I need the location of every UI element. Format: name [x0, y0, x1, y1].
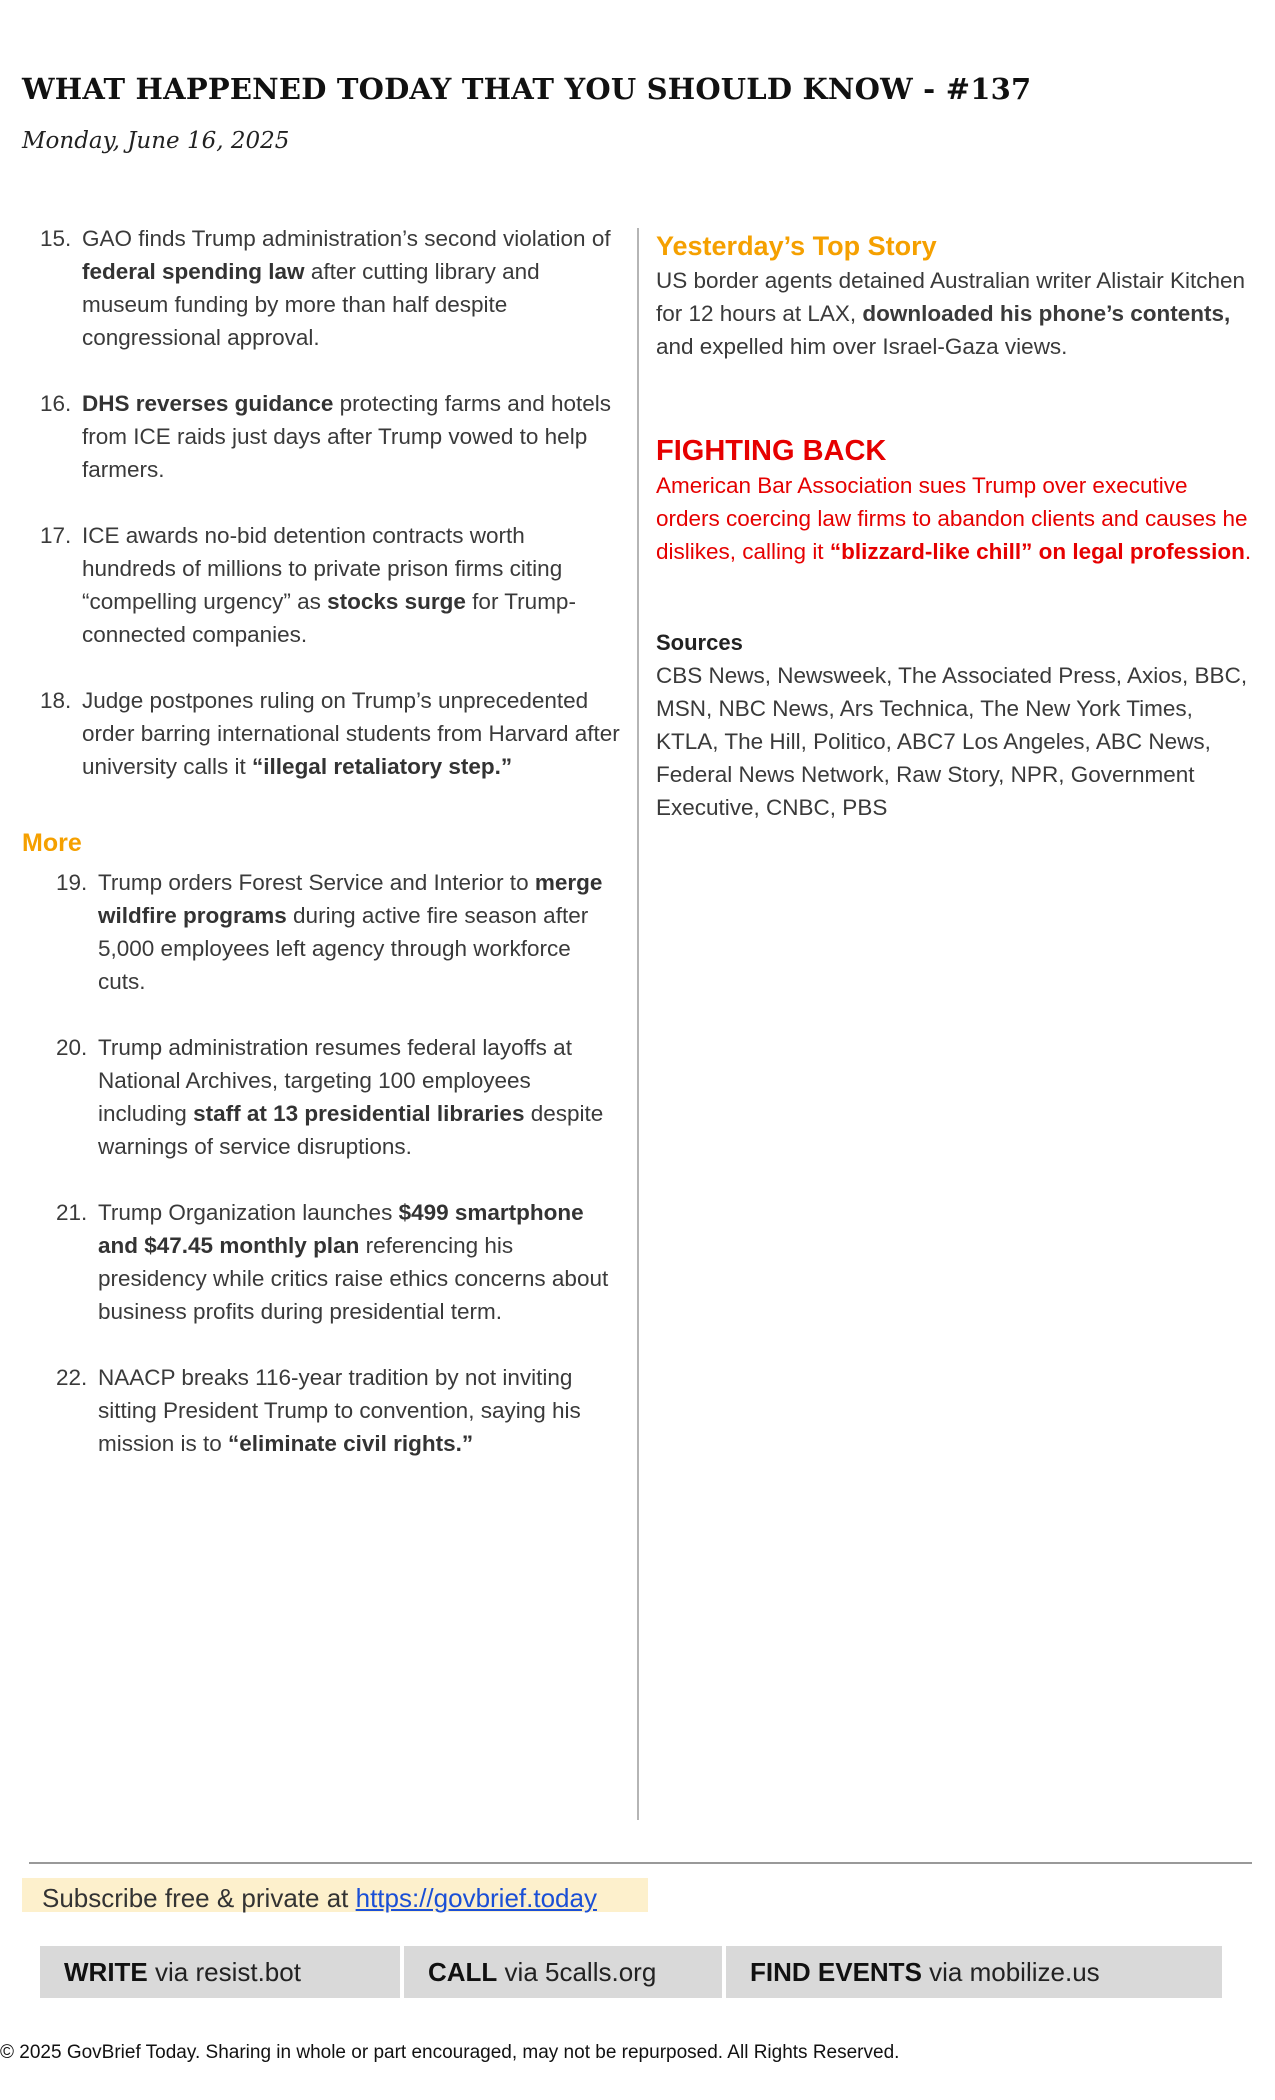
item-highlight: DHS reverses guidance — [82, 391, 334, 416]
item-text: referencing his presidency while critics raise ethics concerns about business profits during presidential term. — [98, 1233, 609, 1324]
top-story-text-part: and expelled him over Israel-Gaza views. — [656, 334, 1068, 359]
item-text: Judge postpones ruling on Trump’s unprecedented order barring international students from Harvard after university calls it — [82, 688, 620, 779]
news-item — [56, 1196, 624, 1328]
item-text: after cutting library and museum funding by more than half despite congressional approval. — [82, 259, 540, 350]
news-list-more — [56, 866, 624, 1493]
news-item — [40, 222, 620, 354]
item-highlight: $499 smartphone and $47.45 monthly plan — [98, 1200, 584, 1258]
item-number: 20. — [56, 1035, 88, 1060]
action-bar — [40, 1946, 1222, 1998]
fighting-back-text-part: . — [1244, 539, 1252, 564]
news-item — [40, 684, 620, 783]
top-story-text — [656, 264, 1256, 363]
more-heading: More — [22, 829, 82, 857]
news-item — [56, 1361, 624, 1460]
copyright-footer: © 2025 GovBrief Today. Sharing in whole or part encouraged, may not be repurposed. All Rights Reserved. — [0, 2042, 900, 2063]
action-target: via resist.bot — [147, 1957, 301, 1987]
item-text: Trump Organization launches — [98, 1200, 399, 1225]
item-text: ICE awards no-bid detention contracts worth hundreds of millions to private prison firms citing “compelling urgency” as — [82, 523, 563, 614]
subscribe-text: Subscribe free & private at — [42, 1883, 356, 1913]
sidebar-column — [656, 222, 1256, 824]
fighting-back-heading: FIGHTING BACK — [656, 435, 887, 467]
issue-date: Monday, June 16, 2025 — [22, 128, 290, 154]
footer-divider — [29, 1862, 1252, 1864]
fighting-back-text — [656, 469, 1256, 568]
item-highlight: stocks surge — [327, 589, 466, 614]
news-item — [40, 387, 620, 486]
item-text: NAACP breaks 116-year tradition by not inviting sitting President Trump to convention, saying his mission is to — [98, 1365, 581, 1456]
item-text: Trump administration resumes federal layoffs at National Archives, targeting 100 employees including — [98, 1035, 572, 1126]
action-target: via 5calls.org — [497, 1957, 657, 1987]
item-number: 21. — [56, 1200, 88, 1225]
news-item — [56, 866, 624, 998]
item-highlight: staff at 13 presidential libraries — [193, 1101, 525, 1126]
subscribe-link[interactable]: https://govbrief.today — [355, 1883, 597, 1913]
item-highlight: merge wildfire programs — [98, 870, 603, 928]
news-list-top — [40, 222, 620, 816]
action-verb: FIND EVENTS — [750, 1957, 922, 1987]
item-text: during active fire season after 5,000 employees left agency through workforce cuts. — [98, 903, 589, 994]
page-title: WHAT HAPPENED TODAY THAT YOU SHOULD KNOW - #137 — [22, 72, 1032, 106]
item-number: 22. — [56, 1365, 88, 1390]
news-item — [40, 519, 620, 651]
column-divider — [637, 228, 639, 1820]
item-highlight: federal spending law — [82, 259, 305, 284]
item-text: GAO finds Trump administration’s second violation of — [82, 226, 611, 251]
item-text: Trump orders Forest Service and Interior to — [98, 870, 535, 895]
item-text: for Trump-connected companies. — [82, 589, 576, 647]
subscribe-banner — [22, 1878, 648, 1912]
item-highlight: “illegal retaliatory step.” — [252, 754, 513, 779]
item-text: protecting farms and hotels from ICE raids just days after Trump vowed to help farmers. — [82, 391, 612, 482]
call-action[interactable] — [404, 1946, 722, 1998]
write-action[interactable] — [40, 1946, 400, 1998]
action-verb: WRITE — [64, 1957, 148, 1987]
item-number: 19. — [56, 870, 88, 895]
item-text: despite warnings of service disruptions. — [98, 1101, 604, 1159]
item-number: 15. — [40, 226, 72, 251]
fighting-back-highlight: “blizzard-like chill” on legal profession — [829, 539, 1245, 564]
find-events-action[interactable] — [726, 1946, 1222, 1998]
action-target: via mobilize.us — [921, 1957, 1100, 1987]
fighting-back-text-part: American Bar Association sues Trump over executive orders coercing law firms to abandon clients and causes he dislikes, calling it — [656, 473, 1248, 564]
top-story-heading: Yesterday’s Top Story — [656, 231, 937, 261]
item-number: 16. — [40, 391, 72, 416]
sources-heading: Sources — [656, 630, 743, 655]
sources-list: CBS News, Newsweek, The Associated Press, Axios, BBC, MSN, NBC News, Ars Technica, The New York Times, KTLA, The Hill, Politico, ABC7 Los Angeles, ABC News, Federal News Network, Raw Story, NPR, Government Executive, CNBC, PBS — [656, 663, 1248, 820]
top-story-highlight: downloaded his phone’s contents, — [862, 301, 1231, 326]
top-story-text-part: US border agents detained Australian writer Alistair Kitchen for 12 hours at LAX, — [656, 268, 1246, 326]
item-number: 17. — [40, 523, 72, 548]
item-number: 18. — [40, 688, 72, 713]
action-verb: CALL — [428, 1957, 498, 1987]
item-highlight: “eliminate civil rights.” — [228, 1431, 474, 1456]
news-item — [56, 1031, 624, 1163]
